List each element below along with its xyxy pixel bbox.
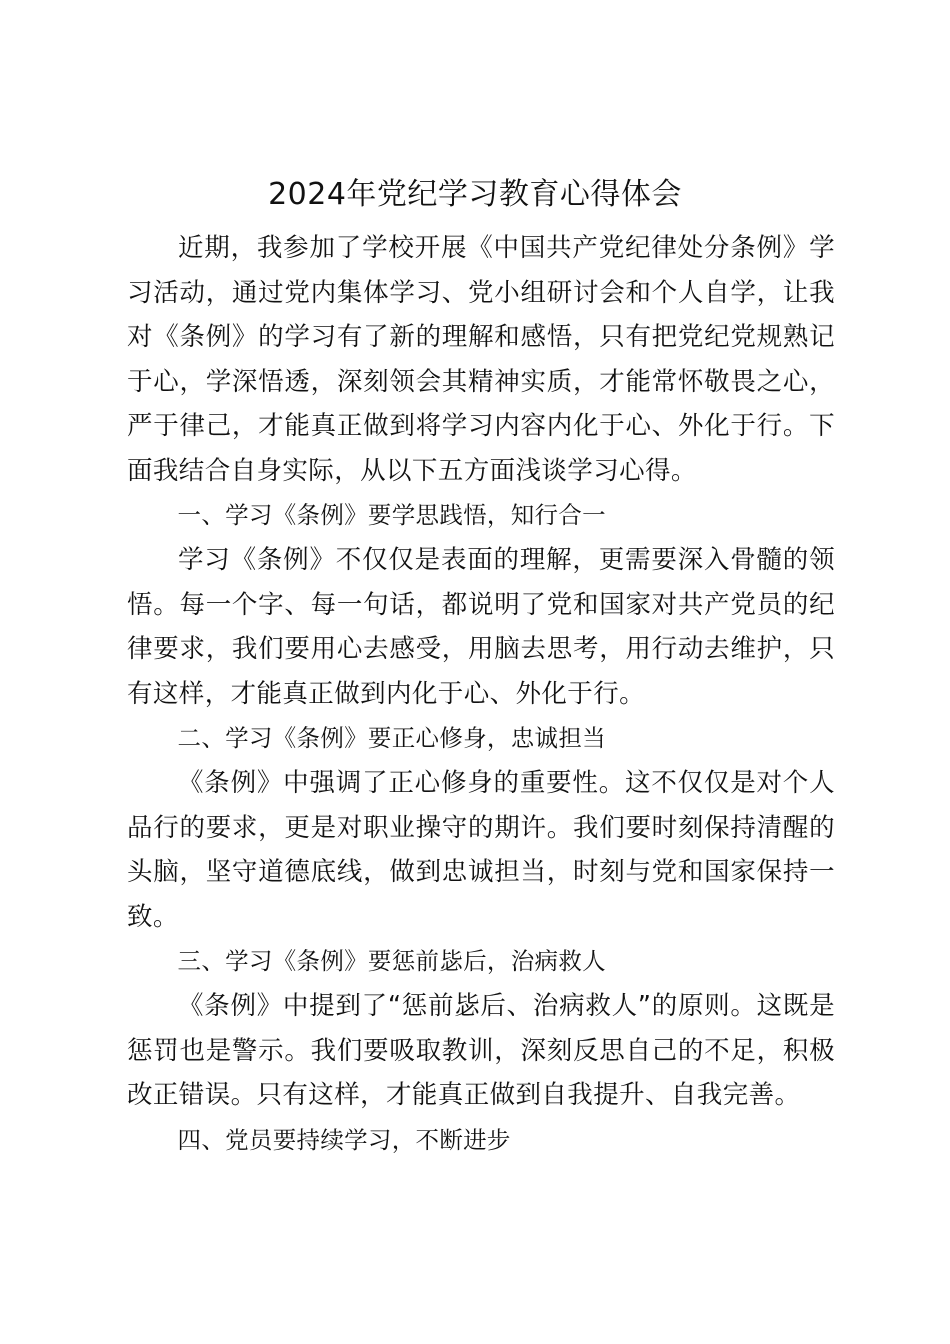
document-title: 2024年党纪学习教育心得体会 <box>268 177 682 212</box>
intro-paragraph: 近期，我参加了学校开展《中国共产党纪律处分条例》学习活动，通过党内集体学习、党小组研讨会和个人自学，让我对《条例》的学习有了新的理解和感悟，只有把党纪党规熟记于心，学深悟透，深刻领会其精神实质，才能常怀敬畏之心，严于律己，才能真正做到将学习内容内化于心、外化于行。下面我结合自身实际，从以下五方面浅谈学习心得。 <box>127 233 835 486</box>
document-body <box>127 226 835 1163</box>
section-heading-2: 二、学习《条例》要正心修身，忠诚担当 <box>177 724 606 752</box>
section-paragraph-3: 《条例》中提到了“惩前毖后、治病救人”的原则。这既是惩罚也是警示。我们要吸取教训，深刻反思自己的不足，积极改正错误。只有这样，才能真正做到自我提升、自我完善。 <box>127 991 835 1110</box>
section-heading-4: 四、党员要持续学习，不断进步 <box>177 1125 511 1154</box>
section-heading-1: 一、学习《条例》要学思践悟，知行合一 <box>177 501 606 529</box>
section-paragraph-2: 《条例》中强调了正心修身的重要性。这不仅仅是对个人品行的要求，更是对职业操守的期许。我们要时刻保持清醒的头脑，坚守道德底线，做到忠诚担当，时刻与党和国家保持一致。 <box>127 768 835 932</box>
section-heading-3: 三、学习《条例》要惩前毖后，治病救人 <box>177 947 606 975</box>
section-paragraph-1: 学习《条例》不仅仅是表面的理解，更需要深入骨髓的领悟。每一个字、每一句话，都说明了党和国家对共产党员的纪律要求，我们要用心去感受，用脑去思考，用行动去维护，只有这样，才能真正做到内化于心、外化于行。 <box>127 545 835 709</box>
